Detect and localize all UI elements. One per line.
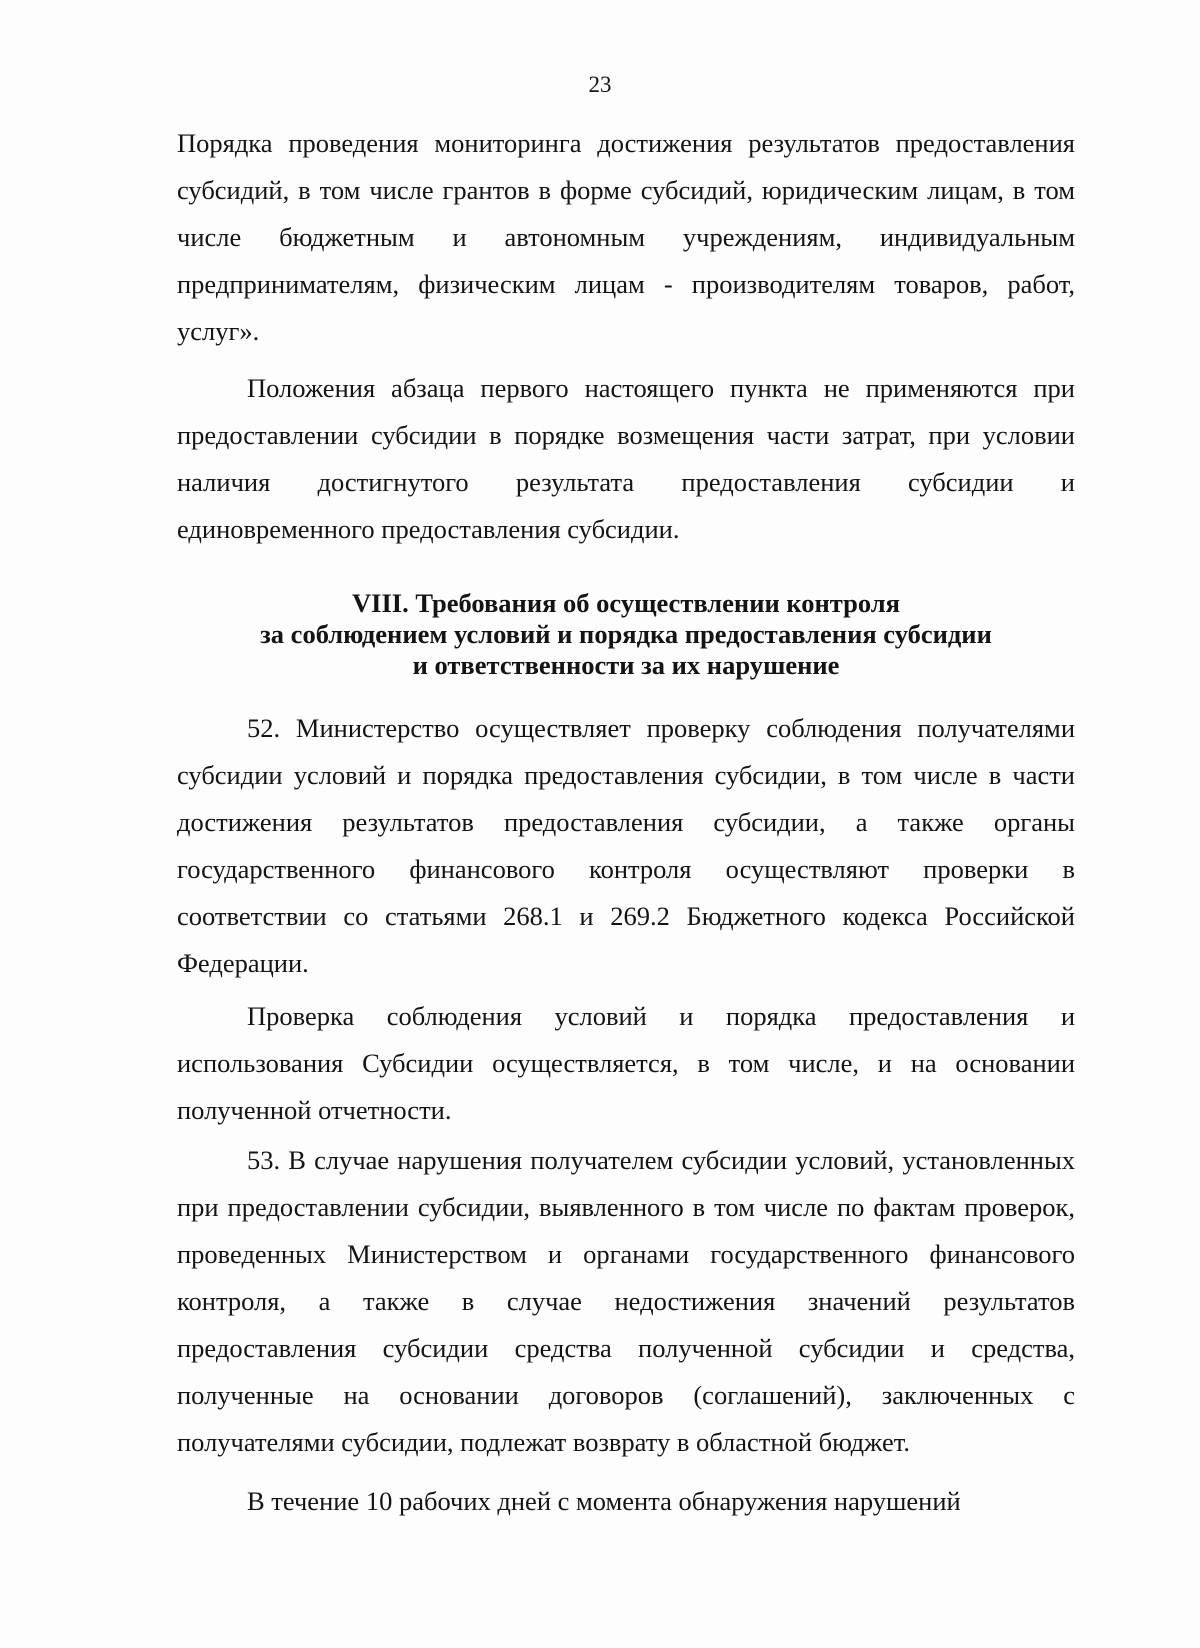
page-number: 23 (588, 72, 612, 97)
paragraph-verification: Проверка соблюдения условий и порядка предоставления и использования Субсидии осуществляется, в том числе, и на основании полученной отчетности. (177, 1001, 1075, 1125)
paragraph-exception-note: Положения абзаца первого настоящего пункта не применяются при предоставлении субсидии в порядке возмещения части затрат, при условии наличия достигнутого результата предоставления субсидии и единовременного предоставления субсидии. (177, 373, 1075, 544)
paragraph-continuation: Порядка проведения мониторинга достижения результатов предоставления субсидий, в том числе грантов в форме субсидий, юридическим лицам, в том числе бюджетным и автономным учреждениям, индивидуальным предпринимателям, физическим лицам - производителям товаров, работ, услуг». (177, 128, 1075, 346)
section-heading-line-2: за соблюдением условий и порядка предоставления субсидии (260, 619, 992, 649)
section-heading-line-3: и ответственности за их нарушение (412, 650, 840, 680)
paragraph-item-53: 53. В случае нарушения получателем субсидии условий, установленных при предоставлении субсидии, выявленного в том числе по фактам проверок, проведенных Министерством и органами государственного финансового контроля, а также в случае недостижения значений результатов предоставления субсидии средства полученной субсидии и средства, полученные на основании договоров (соглашений), заключенных с получателями субсидии, подлежат возврату в областной бюджет. (177, 1145, 1075, 1457)
section-heading-line-1: VIII. Требования об осуществлении контроля (352, 588, 900, 618)
paragraph-item-52: 52. Министерство осуществляет проверку соблюдения получателями субсидии условий и порядка предоставления субсидии, в том числе в части достижения результатов предоставления субсидии, а также органы государственного финансового контроля осуществляют проверки в соответствии со статьями 268.1 и 269.2 Бюджетного кодекса Российской Федерации. (177, 713, 1075, 978)
section-heading (177, 588, 1075, 681)
paragraph-deadline: В течение 10 рабочих дней с момента обнаружения нарушений (247, 1486, 961, 1516)
